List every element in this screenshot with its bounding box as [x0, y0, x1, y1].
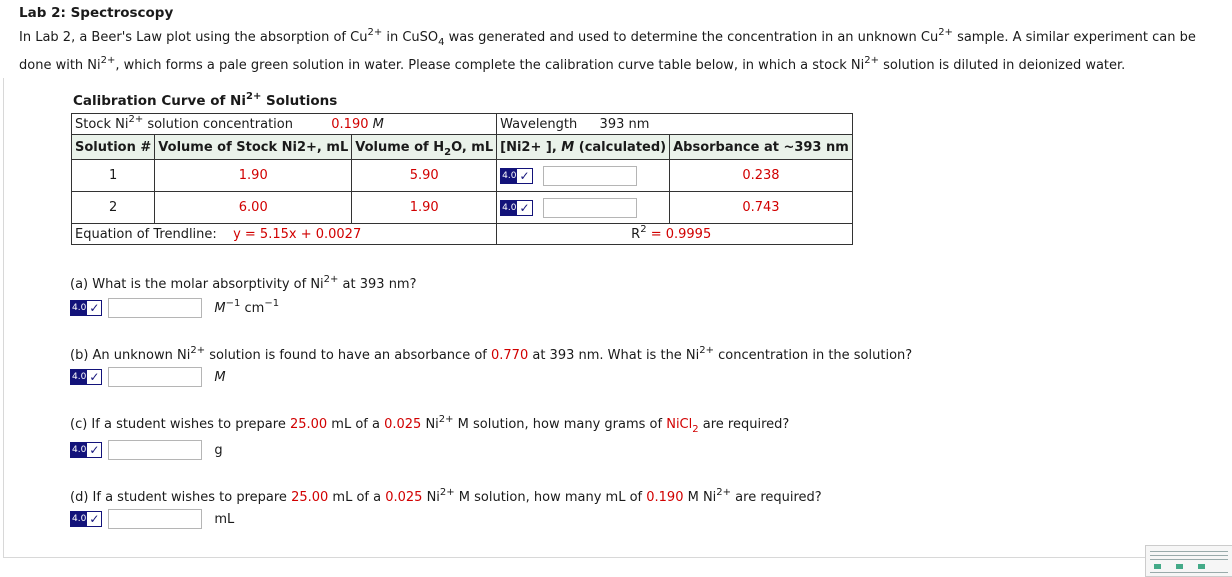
table-row: 2 6.00 1.90 4.0 ✓ 0.743 — [72, 192, 853, 224]
question-a: (a) What is the molar absorptivity of $Ni^{2+}$ at 393 nm? — [70, 274, 417, 292]
answer-row-b — [70, 367, 226, 387]
calibration-table — [71, 113, 853, 245]
calibration-title: Calibration Curve of $Ni^{2+}$ Solutions — [73, 91, 338, 109]
question-b: (b) An unknown $Ni^{2+}$ solution is found to have an absorbance of 0.770 at 393 nm. What is the $Ni^{2+}$ concentration in the solution? — [70, 345, 913, 363]
header-solution: Solution # — [72, 135, 155, 160]
header-concentration: [Ni2+ ], M (calculated) — [497, 135, 670, 160]
intro-line-2: done with $Ni^{2+}$, which forms a pale green solution in water. Please complete the calibration curve table below, in which a stock $Ni^{2+}$ solution is diluted in deionized water. — [19, 55, 1126, 73]
answer-row-a — [70, 298, 279, 318]
unit-b: M — [214, 369, 226, 385]
wavelength-cell: Wavelength 393 nm — [497, 114, 853, 135]
question-d: (d) If a student wishes to prepare 25.00 mL of a 0.025 $Ni^{2+}$ M solution, how many mL of 0.190 M $Ni^{2+}$ are required? — [70, 487, 822, 505]
question-c: (c) If a student wishes to prepare 25.00 mL of a 0.025 $Ni^{2+}$ M solution, how many grams of NiCl$_2$ are required? — [70, 414, 790, 435]
answer-row-c — [70, 440, 223, 460]
points-badge: 4.0 ✓ — [500, 200, 532, 216]
answer-row-d — [70, 509, 234, 529]
header-volume-water: Volume of $H_2O$, mL — [352, 135, 497, 160]
concentration-input-1[interactable] — [543, 166, 637, 186]
points-badge: 4.0 ✓ — [70, 442, 102, 458]
points-badge: 4.0 ✓ — [70, 300, 102, 316]
r-squared-cell: $R^2 = 0.9995$ — [497, 224, 853, 245]
unit-d: mL — [214, 511, 235, 527]
lab-title: Lab 2: Spectroscopy — [19, 5, 174, 21]
wavelength-value: 393 nm — [599, 116, 650, 132]
stock-concentration-value: 0.190 — [331, 116, 369, 132]
table-header-row — [72, 135, 853, 160]
table-row: 1 1.90 5.90 4.0 ✓ 0.238 — [72, 160, 853, 192]
answer-input-c[interactable] — [108, 440, 202, 460]
points-badge: 4.0 ✓ — [70, 369, 102, 385]
header-volume-stock: Volume of Stock Ni2+, mL — [155, 135, 352, 160]
unit-c: g — [214, 442, 223, 458]
answer-input-d[interactable] — [108, 509, 202, 529]
unit-a: $M^{-1}$ $cm^{-1}$ — [214, 297, 280, 316]
r-squared-value: = 0.9995 — [650, 226, 712, 242]
points-badge: 4.0 ✓ — [500, 168, 532, 184]
intro-line-1: In Lab 2, a Beer's Law plot using the absorption of $Cu^{2+}$ in CuSO$_4$ was generated and used to determine the concentration in an unknown $Cu^{2+}$ sample. A similar experiment can be — [19, 27, 1196, 48]
stock-concentration-cell: Stock $Ni^{2+}$ solution concentration 0.190 M — [72, 114, 497, 135]
header-absorbance: Absorbance at ~393 nm — [670, 135, 853, 160]
points-badge: 4.0 ✓ — [70, 511, 102, 527]
page-thumbnail[interactable] — [1145, 545, 1232, 577]
answer-input-a[interactable] — [108, 298, 202, 318]
trendline-equation: y = 5.15x + 0.0027 — [233, 226, 362, 242]
answer-input-b[interactable] — [108, 367, 202, 387]
concentration-input-2[interactable] — [543, 198, 637, 218]
trendline-cell: Equation of Trendline: y = 5.15x + 0.0027 — [72, 224, 497, 245]
